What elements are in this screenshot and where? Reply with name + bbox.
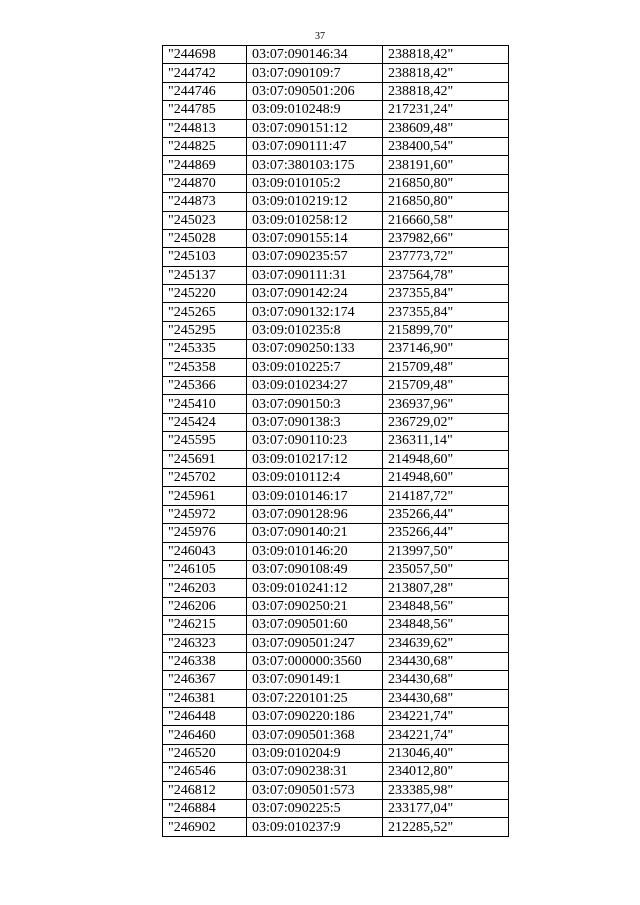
value-cell: 234430,68" (383, 652, 509, 670)
value-cell: 213997,50" (383, 542, 509, 560)
cadastral-number-cell: 03:07:090250:133 (247, 340, 383, 358)
cadastral-number-cell: 03:07:090150:3 (247, 395, 383, 413)
cadastral-number-cell: 03:07:380103:175 (247, 156, 383, 174)
table-row (163, 119, 509, 137)
cadastral-number-cell: 03:09:010217:12 (247, 450, 383, 468)
record-id-cell: "245028 (163, 229, 247, 247)
table-row (163, 358, 509, 376)
record-id-cell: "246448 (163, 708, 247, 726)
value-cell: 216850,80" (383, 174, 509, 192)
cadastral-number-cell: 03:09:010146:17 (247, 487, 383, 505)
table-row (163, 340, 509, 358)
value-cell: 216850,80" (383, 193, 509, 211)
table-row (163, 248, 509, 266)
cadastral-number-cell: 03:09:010234:27 (247, 377, 383, 395)
table-row (163, 652, 509, 670)
cadastral-number-cell: 03:09:010225:7 (247, 358, 383, 376)
table-row (163, 744, 509, 762)
table-row (163, 597, 509, 615)
record-id-cell: "245976 (163, 524, 247, 542)
record-id-cell: "246367 (163, 671, 247, 689)
cadastral-number-cell: 03:07:090140:21 (247, 524, 383, 542)
value-cell: 214948,60" (383, 450, 509, 468)
value-cell: 234430,68" (383, 671, 509, 689)
data-table (162, 45, 509, 837)
table-row (163, 377, 509, 395)
cadastral-number-cell: 03:07:090110:23 (247, 432, 383, 450)
table-row (163, 413, 509, 431)
record-id-cell: "245691 (163, 450, 247, 468)
record-id-cell: "245358 (163, 358, 247, 376)
record-id-cell: "244746 (163, 82, 247, 100)
table-row (163, 524, 509, 542)
value-cell: 212285,52" (383, 818, 509, 836)
cadastral-number-cell: 03:07:090501:573 (247, 781, 383, 799)
value-cell: 214948,60" (383, 468, 509, 486)
table-row (163, 303, 509, 321)
cadastral-number-cell: 03:07:090111:47 (247, 137, 383, 155)
table-row (163, 542, 509, 560)
cadastral-number-cell: 03:07:090155:14 (247, 229, 383, 247)
table-row (163, 450, 509, 468)
value-cell: 214187,72" (383, 487, 509, 505)
table-row (163, 726, 509, 744)
table-row (163, 82, 509, 100)
value-cell: 213046,40" (383, 744, 509, 762)
cadastral-number-cell: 03:07:090151:12 (247, 119, 383, 137)
table-row (163, 763, 509, 781)
value-cell: 217231,24" (383, 101, 509, 119)
record-id-cell: "246460 (163, 726, 247, 744)
record-id-cell: "245220 (163, 285, 247, 303)
value-cell: 237355,84" (383, 285, 509, 303)
cadastral-number-cell: 03:07:090149:1 (247, 671, 383, 689)
value-cell: 213807,28" (383, 579, 509, 597)
cadastral-number-cell: 03:09:010105:2 (247, 174, 383, 192)
value-cell: 237982,66" (383, 229, 509, 247)
table-row (163, 708, 509, 726)
record-id-cell: "246546 (163, 763, 247, 781)
record-id-cell: "245366 (163, 377, 247, 395)
table-row (163, 468, 509, 486)
cadastral-number-cell: 03:09:010235:8 (247, 321, 383, 339)
record-id-cell: "245023 (163, 211, 247, 229)
record-id-cell: "246812 (163, 781, 247, 799)
cadastral-number-cell: 03:07:090109:7 (247, 64, 383, 82)
record-id-cell: "246206 (163, 597, 247, 615)
cadastral-number-cell: 03:07:090250:21 (247, 597, 383, 615)
record-id-cell: "244698 (163, 46, 247, 64)
table-row (163, 193, 509, 211)
value-cell: 238400,54" (383, 137, 509, 155)
value-cell: 238818,42" (383, 64, 509, 82)
value-cell: 235266,44" (383, 505, 509, 523)
record-id-cell: "245410 (163, 395, 247, 413)
cadastral-number-cell: 03:09:010112:4 (247, 468, 383, 486)
record-id-cell: "245335 (163, 340, 247, 358)
value-cell: 234221,74" (383, 726, 509, 744)
value-cell: 234221,74" (383, 708, 509, 726)
value-cell: 234848,56" (383, 597, 509, 615)
record-id-cell: "245961 (163, 487, 247, 505)
cadastral-number-cell: 03:07:000000:3560 (247, 652, 383, 670)
cadastral-number-cell: 03:07:090128:96 (247, 505, 383, 523)
record-id-cell: "245702 (163, 468, 247, 486)
table-row (163, 634, 509, 652)
value-cell: 215899,70" (383, 321, 509, 339)
cadastral-number-cell: 03:09:010146:20 (247, 542, 383, 560)
value-cell: 237355,84" (383, 303, 509, 321)
record-id-cell: "245972 (163, 505, 247, 523)
record-id-cell: "244873 (163, 193, 247, 211)
value-cell: 215709,48" (383, 358, 509, 376)
record-id-cell: "245103 (163, 248, 247, 266)
value-cell: 234848,56" (383, 616, 509, 634)
table-row (163, 505, 509, 523)
cadastral-number-cell: 03:07:090501:247 (247, 634, 383, 652)
value-cell: 238609,48" (383, 119, 509, 137)
table-row (163, 487, 509, 505)
record-id-cell: "246323 (163, 634, 247, 652)
record-id-cell: "244742 (163, 64, 247, 82)
table-row (163, 266, 509, 284)
record-id-cell: "244870 (163, 174, 247, 192)
record-id-cell: "246105 (163, 560, 247, 578)
value-cell: 236311,14" (383, 432, 509, 450)
cadastral-number-cell: 03:09:010258:12 (247, 211, 383, 229)
value-cell: 233385,98" (383, 781, 509, 799)
cadastral-number-cell: 03:07:090111:31 (247, 266, 383, 284)
value-cell: 236937,96" (383, 395, 509, 413)
table-row (163, 818, 509, 836)
cadastral-number-cell: 03:07:090108:49 (247, 560, 383, 578)
cadastral-number-cell: 03:07:090138:3 (247, 413, 383, 431)
record-id-cell: "244825 (163, 137, 247, 155)
record-id-cell: "246902 (163, 818, 247, 836)
record-id-cell: "246043 (163, 542, 247, 560)
value-cell: 233177,04" (383, 800, 509, 818)
value-cell: 216660,58" (383, 211, 509, 229)
cadastral-number-cell: 03:07:090225:5 (247, 800, 383, 818)
page-number: 37 (315, 31, 325, 42)
table-row (163, 781, 509, 799)
cadastral-number-cell: 03:09:010248:9 (247, 101, 383, 119)
cadastral-number-cell: 03:07:090132:174 (247, 303, 383, 321)
table-row (163, 689, 509, 707)
table-row (163, 579, 509, 597)
table-row (163, 800, 509, 818)
record-id-cell: "246381 (163, 689, 247, 707)
cadastral-number-cell: 03:07:090501:60 (247, 616, 383, 634)
record-id-cell: "246884 (163, 800, 247, 818)
record-id-cell: "246338 (163, 652, 247, 670)
value-cell: 235057,50" (383, 560, 509, 578)
table-row (163, 321, 509, 339)
table-row (163, 285, 509, 303)
value-cell: 237564,78" (383, 266, 509, 284)
record-id-cell: "245595 (163, 432, 247, 450)
record-id-cell: "245295 (163, 321, 247, 339)
value-cell: 237146,90" (383, 340, 509, 358)
value-cell: 234012,80" (383, 763, 509, 781)
record-id-cell: "244869 (163, 156, 247, 174)
cadastral-number-cell: 03:07:090235:57 (247, 248, 383, 266)
cadastral-number-cell: 03:07:090146:34 (247, 46, 383, 64)
record-id-cell: "246215 (163, 616, 247, 634)
cadastral-number-cell: 03:09:010219:12 (247, 193, 383, 211)
table-row (163, 64, 509, 82)
record-id-cell: "245424 (163, 413, 247, 431)
record-id-cell: "244813 (163, 119, 247, 137)
cadastral-number-cell: 03:07:090238:31 (247, 763, 383, 781)
value-cell: 234430,68" (383, 689, 509, 707)
record-id-cell: "245137 (163, 266, 247, 284)
cadastral-number-cell: 03:07:090501:368 (247, 726, 383, 744)
table-row (163, 671, 509, 689)
cadastral-number-cell: 03:09:010204:9 (247, 744, 383, 762)
record-id-cell: "246520 (163, 744, 247, 762)
value-cell: 238818,42" (383, 46, 509, 64)
value-cell: 238191,60" (383, 156, 509, 174)
cadastral-number-cell: 03:09:010241:12 (247, 579, 383, 597)
cadastral-number-cell: 03:07:090220:186 (247, 708, 383, 726)
table-row (163, 616, 509, 634)
cadastral-number-cell: 03:09:010237:9 (247, 818, 383, 836)
table-row (163, 395, 509, 413)
value-cell: 236729,02" (383, 413, 509, 431)
record-id-cell: "246203 (163, 579, 247, 597)
value-cell: 235266,44" (383, 524, 509, 542)
value-cell: 215709,48" (383, 377, 509, 395)
table-row (163, 156, 509, 174)
table-row (163, 560, 509, 578)
table-body (163, 46, 509, 837)
table-row (163, 211, 509, 229)
cadastral-number-cell: 03:07:220101:25 (247, 689, 383, 707)
value-cell: 237773,72" (383, 248, 509, 266)
table-row (163, 46, 509, 64)
table-row (163, 229, 509, 247)
record-id-cell: "244785 (163, 101, 247, 119)
cadastral-number-cell: 03:07:090501:206 (247, 82, 383, 100)
record-id-cell: "245265 (163, 303, 247, 321)
cadastral-number-cell: 03:07:090142:24 (247, 285, 383, 303)
table-row (163, 432, 509, 450)
value-cell: 238818,42" (383, 82, 509, 100)
table-row (163, 174, 509, 192)
value-cell: 234639,62" (383, 634, 509, 652)
table-row (163, 101, 509, 119)
table-row (163, 137, 509, 155)
